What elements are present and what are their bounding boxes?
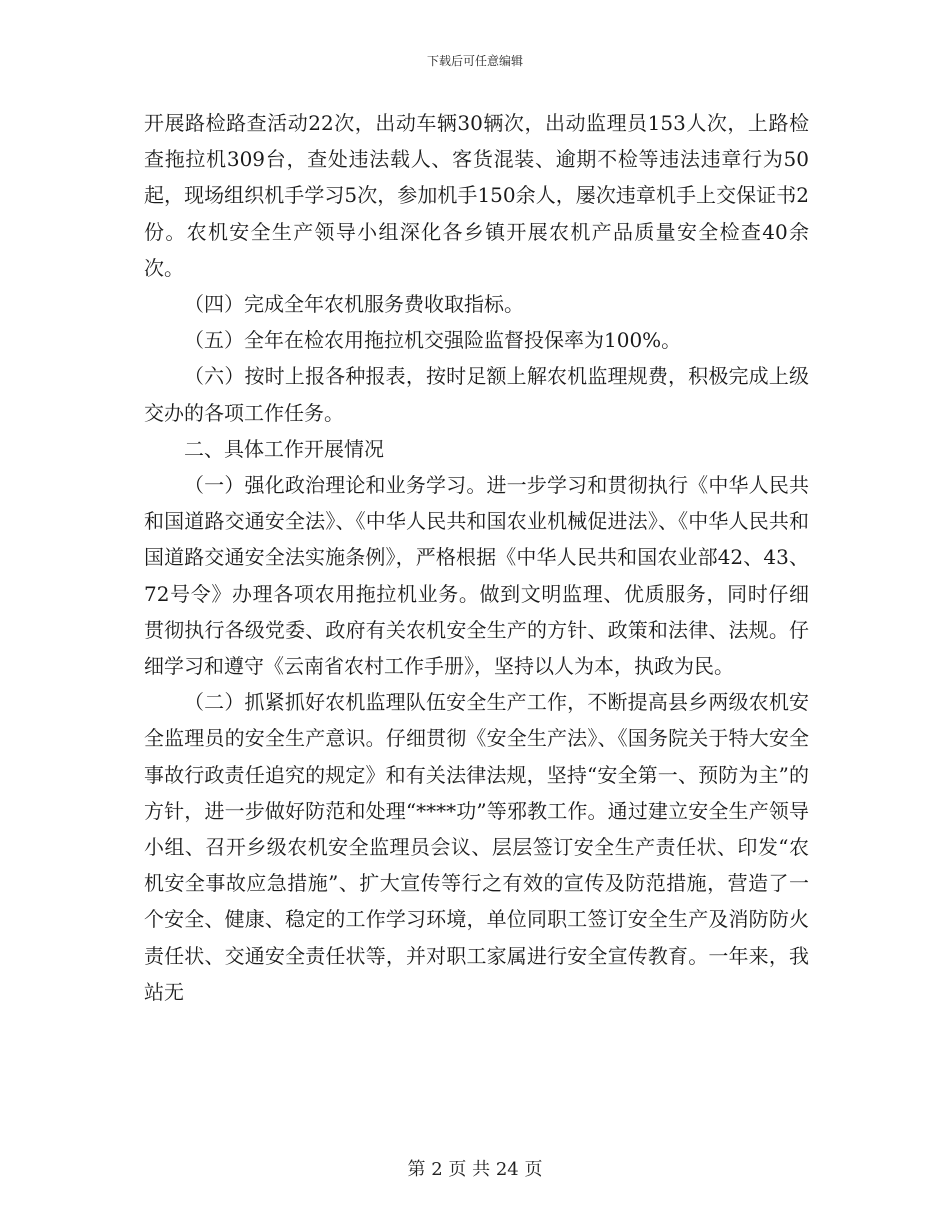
paragraph-item-5: （五）全年在检农用拖拉机交强险监督投保率为100%。 — [184, 328, 682, 353]
page-number: 第 2 页 共 24 页 — [407, 1159, 543, 1180]
page-header: 下载后可任意编辑 — [426, 54, 523, 68]
section-heading: 二、具体工作开展情况 — [184, 436, 384, 461]
paragraph-item-6: （六）按时上报各种报表，按时足额上解农机监理规费，积极完成上级交办的各项工作任务。 — [144, 364, 809, 425]
paragraph-subsection-2: （二）抓紧抓好农机监理队伍安全生产工作，不断提高县乡两级农机安全监理员的安全生产意识。仔细贯彻《安全生产法》、《国务院关于特大安全事故行政责任追究的规定》和有关法律法规，坚持“安全第一、预防为主”的方针，进一步做好防范和处理“****功”等邪教工作。通过建立安全生产领导小组、召开乡级农机安全监理员会议、层层签订安全生产责任状、印发“农机安全事故应急措施”、扩大宣传等行之有效的宣传及防范措施，营造了一个安全、健康、稳定的工作学习环境，单位同职工签订安全生产及消防防火责任状、交通安全责任状等，并对职工家属进行安全宣传教育。一年来，我站无 — [144, 690, 809, 1004]
paragraph-continuation: 开展路检路查活动22次，出动车辆30辆次，出动监理员153人次，上路检查拖拉机309台，查处违法载人、客货混装、逾期不检等违法违章行为50起，现场组织机手学习5次，参加机手150余人，屡次违章机手上交保证书2份。农机安全生产领导小组深化各乡镇开展农机产品质量安全检查40余次。 — [144, 111, 809, 280]
paragraph-item-4: （四）完成全年农机服务费收取指标。 — [184, 292, 524, 317]
document-body — [144, 105, 809, 1010]
paragraph-subsection-1: （一）强化政治理论和业务学习。进一步学习和贯彻执行《中华人民共和国道路交通安全法》、《中华人民共和国农业机械促进法》、《中华人民共和国道路交通安全法实施条例》，严格根据《中华人民共和国农业部42、43、72号令》办理各项农用拖拉机业务。做到文明监理、优质服务，同时仔细贯彻执行各级党委、政府有关农机安全生产的方针、政策和法律、法规。仔细学习和遵守《云南省农村工作手册》，坚持以人为本，执政为民。 — [144, 473, 809, 679]
